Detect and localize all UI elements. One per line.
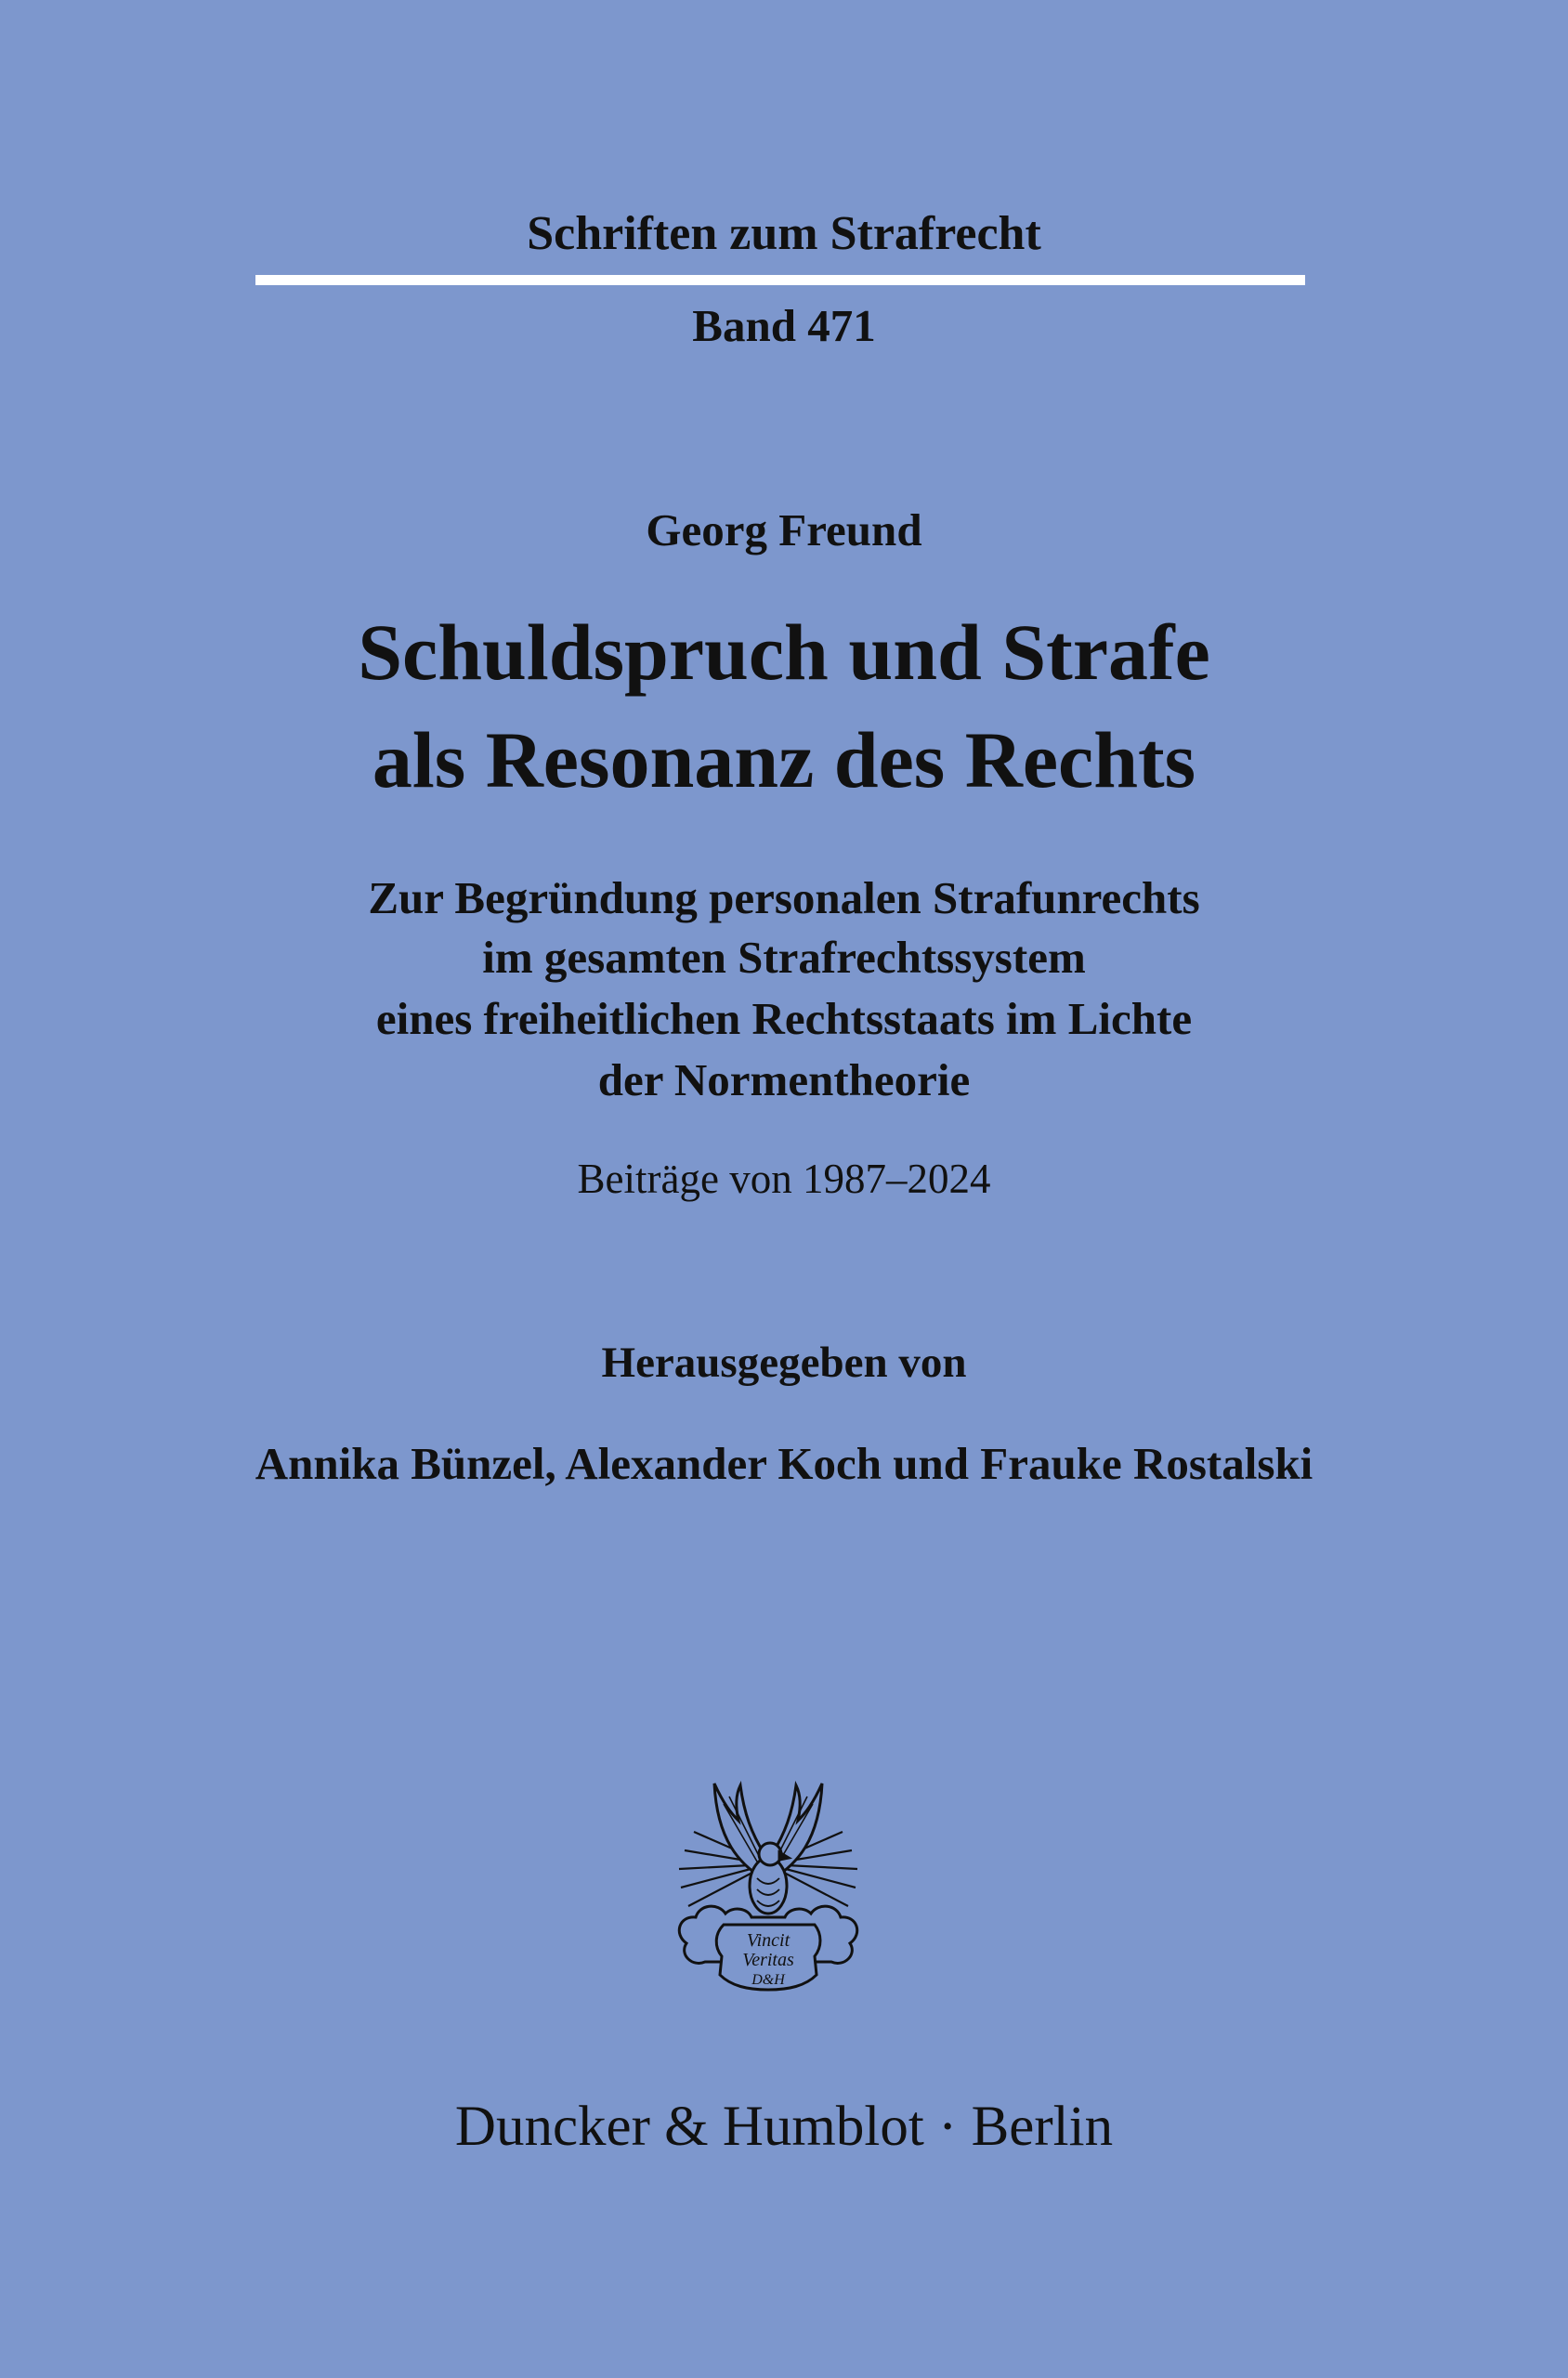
editors-names: Annika Bünzel, Alexander Koch und Frauke Rostalski [255,1438,1313,1489]
book-title-line-1: Schuldspruch und Strafe [358,608,1210,697]
contributions-years: Beiträge von 1987–2024 [577,1156,991,1202]
series-title: Schriften zum Strafrecht [527,207,1041,260]
editors-label: Herausgegeben von [601,1339,967,1387]
logo-motto-line-2: Veritas [742,1950,794,1970]
subtitle-line-1: Zur Begründung personalen Strafunrechts [368,872,1200,923]
logo-motto-line-1: Vincit [746,1930,791,1951]
subtitle-line-4: der Normentheorie [597,1054,971,1105]
subtitle-line-3: eines freiheitlichen Rechtsstaats im Lichte [375,993,1193,1044]
series-divider-rule [255,275,1305,285]
subtitle-line-2: im gesamten Strafrechtssystem [482,932,1086,983]
publisher-imprint: Duncker & Humblot · Berlin [454,2096,1114,2158]
logo-monogram: D&H [751,1972,785,1988]
publisher-eagle-logo-icon [666,1776,870,2008]
author-name: Georg Freund [646,504,922,555]
series-volume: Band 471 [692,300,876,351]
book-title-line-2: als Resonanz des Rechts [372,715,1196,804]
